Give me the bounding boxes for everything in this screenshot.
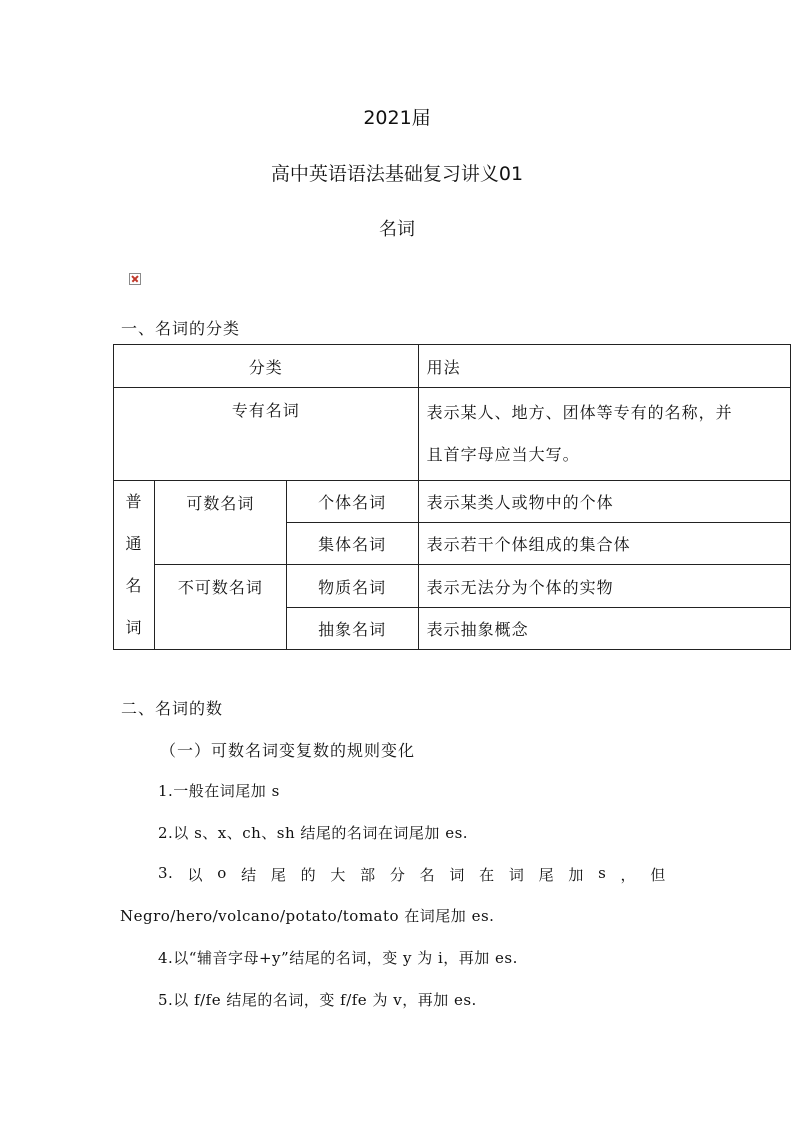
common-noun-char: 名 — [125, 576, 143, 595]
section-heading-number: 二、名词的数 — [121, 699, 224, 718]
cell-noun-usage: 表示某类人或物中的个体 — [418, 481, 790, 523]
noun-classification-table — [113, 344, 791, 650]
cell-noun-usage: 表示若干个体组成的集合体 — [418, 523, 790, 565]
table-row — [114, 565, 791, 608]
rule-3-token: 词 — [449, 866, 465, 884]
cell-noun-type: 集体名词 — [286, 523, 418, 565]
rule-3-token: o — [217, 864, 227, 882]
rule-3-token: ， — [620, 866, 637, 884]
rule-2: 2.以 s、x、ch、sh 结尾的名词在词尾加 es. — [158, 824, 469, 842]
rule-3-token: 的 — [300, 866, 317, 884]
proper-noun-usage-line: 且首字母应当大写。 — [426, 445, 580, 464]
rule-3-token: 3. — [158, 864, 174, 882]
cell-noun-usage: 表示抽象概念 — [418, 608, 790, 650]
rule-3-token: 加 — [568, 866, 584, 884]
common-noun-char: 词 — [125, 618, 143, 637]
rule-3-token: 尾 — [270, 866, 287, 884]
document-topic: 名词 — [379, 219, 415, 240]
rule-3-token: 以 — [187, 866, 204, 884]
rule-3-token: 分 — [389, 866, 406, 884]
rule-3-token: s — [598, 864, 607, 882]
rule-3-token: 词 — [508, 866, 525, 884]
rule-3-token: 大 — [330, 866, 346, 884]
rule-3-token: 部 — [360, 866, 376, 884]
rule-4: 4.以“辅音字母+y”结尾的名词，变 y 为 i，再加 es. — [158, 949, 518, 967]
cell-common-noun — [114, 481, 155, 650]
table-row — [114, 481, 791, 523]
header-cell-usage: 用法 — [418, 345, 790, 388]
rule-3-token: 尾 — [538, 866, 555, 884]
cell-proper-noun: 专有名词 — [114, 388, 419, 481]
rule-5: 5.以 f/fe 结尾的名词，变 f/fe 为 v，再加 es. — [158, 991, 477, 1009]
rule-3-token: 但 — [650, 866, 666, 884]
rule-3-token: 名 — [419, 866, 436, 884]
rule-3-token: 结 — [241, 866, 257, 884]
cell-noun-type: 物质名词 — [286, 565, 418, 608]
table-row-proper-noun — [114, 388, 791, 481]
cell-noun-type: 抽象名词 — [286, 608, 418, 650]
document-year: 2021届 — [363, 107, 431, 129]
rule-3-continuation: Negro/hero/volcano/potato/tomato 在词尾加 es. — [120, 907, 495, 925]
cell-noun-usage: 表示无法分为个体的实物 — [418, 565, 790, 608]
common-noun-char: 通 — [125, 534, 143, 553]
broken-image-icon — [129, 273, 141, 285]
section-heading-classification: 一、名词的分类 — [121, 319, 241, 338]
table-header-row — [114, 345, 791, 388]
header-cell-category: 分类 — [114, 345, 419, 388]
common-noun-char: 普 — [125, 492, 143, 511]
proper-noun-usage-line: 表示某人、地方、团体等专有的名称，并 — [426, 403, 733, 422]
cell-noun-type: 个体名词 — [286, 481, 418, 523]
rule-3 — [158, 864, 666, 885]
cell-uncountable-noun: 不可数名词 — [154, 565, 286, 650]
rule-1: 1.一般在词尾加 s — [158, 782, 280, 800]
cell-countable-noun: 可数名词 — [154, 481, 286, 565]
document-title: 高中英语语法基础复习讲义01 — [270, 163, 524, 185]
rule-3-token: 在 — [479, 866, 495, 884]
subheading-regular-plural: （一）可数名词变复数的规则变化 — [160, 741, 416, 760]
cell-proper-noun-usage — [418, 388, 790, 481]
